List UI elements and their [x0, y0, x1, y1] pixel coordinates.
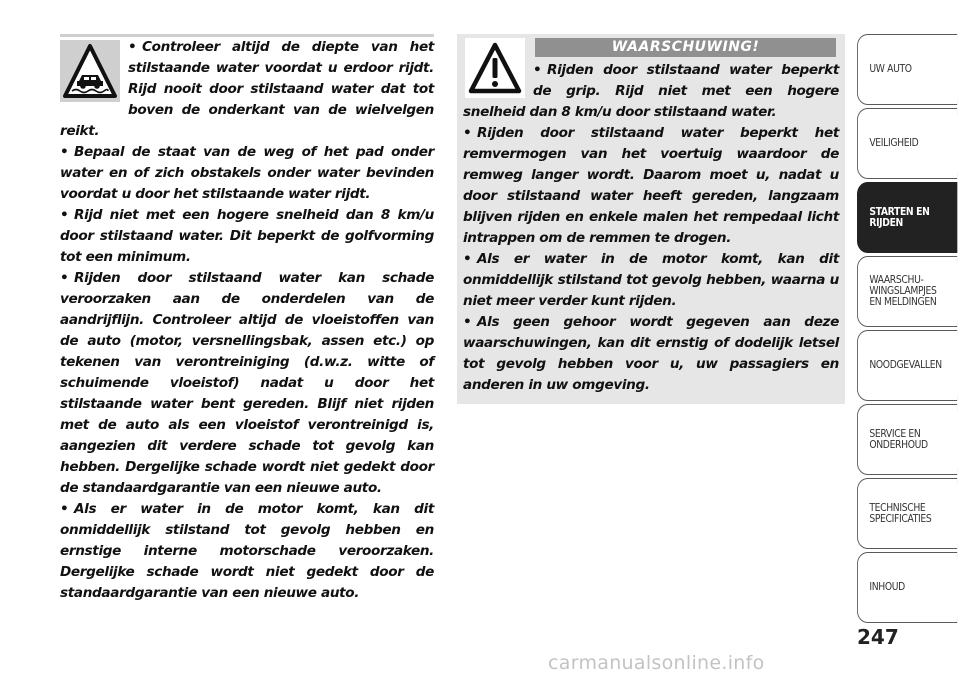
- warning-paragraph: • Als geen gehoor wordt gegeven aan deze waarschuwingen, kan dit ernstig of dodelijk letsel tot gevolg hebben voor u, uw passagiers en anderen in uw omgeving.: [463, 314, 839, 393]
- watermark: carmanualsonline.info: [548, 652, 765, 674]
- left-paragraph: • Rijden door stilstaand water kan schade veroorzaken aan de onderdelen van de aandrijflijn. Controleer altijd de vloeistoffen van de auto (motor, versnellingsbak, assen etc.) op tekenen van verontreiniging (d.w.z. witte of schuimende vloeistof) nadat u door het stilstaande water bent gereden. Blijf niet rijden met de auto als een vloeistof verontreinigd is, aangezien dit verdere schade tot gevolg kan hebben. Dergelijke schade wordt niet gedekt door de standaardgarantie van een nieuwe auto.: [60, 270, 434, 496]
- page-number: 247: [857, 625, 899, 649]
- bullet: •: [60, 270, 69, 286]
- tab-technische-specificaties[interactable]: TECHNISCHE SPECIFICATIES: [857, 478, 957, 549]
- chapter-tabs: [857, 34, 960, 626]
- bullet: •: [463, 251, 472, 267]
- warning-paragraph: • Als er water in de motor komt, kan dit onmiddellijk stilstand tot gevolg hebben, waarna u niet meer verder kunt rijden.: [463, 251, 839, 309]
- warning-title: WAARSCHUWING!: [535, 38, 836, 57]
- bullet: •: [128, 39, 137, 55]
- bullet: •: [463, 314, 472, 330]
- left-paragraph: • Rijd niet met een hogere snelheid dan 8 km/u door stilstaand water. Dit beperkt de golfvorming tot een minimum.: [60, 207, 434, 265]
- tab-inhoud[interactable]: INHOUD: [857, 552, 957, 623]
- bullet: •: [60, 207, 69, 223]
- tab-uw-auto[interactable]: UW AUTO: [857, 34, 957, 105]
- tab-starten-en-rijden[interactable]: STARTEN EN RIJDEN: [857, 182, 957, 253]
- bullet: •: [533, 62, 542, 78]
- left-paragraph: • Als er water in de motor komt, kan dit onmiddellijk stilstand tot gevolg hebben en ernstige interne motorschade veroorzaken. Dergelijke schade wordt niet gedekt door de standaardgarantie van een nieuwe auto.: [60, 501, 434, 601]
- warning-text: [463, 38, 839, 396]
- left-paragraph: • Controleer altijd de diepte van het stilstaande water voordat u erdoor rijdt. Rijd nooit door stilstaand water dat tot boven de onderkant van de wielvelgen reikt.: [60, 39, 434, 139]
- bullet: •: [463, 125, 472, 141]
- exclamation-triangle-icon: [463, 38, 527, 100]
- left-column: [60, 34, 434, 604]
- car-water-warning-icon: [60, 40, 120, 102]
- tab-noodgevallen[interactable]: NOODGEVALLEN: [857, 330, 957, 401]
- top-rule: [60, 34, 434, 37]
- left-paragraph: • Bepaal de staat van de weg of het pad onder water en of zich obstakels onder water bevinden voordat u door het stilstaande water rijdt.: [60, 144, 434, 202]
- bullet: •: [60, 144, 69, 160]
- warning-paragraph: • Rijden door stilstaand water beperkt het remvermogen van het voertuig waardoor de remweg langer wordt. Daarom moet u, nadat u door stilstaand water heeft gereden, langzaam blijven rijden en enkele malen het rempedaal licht intrappen om de remmen te drogen.: [463, 125, 839, 246]
- bullet: •: [60, 501, 69, 517]
- warning-box: [457, 34, 845, 404]
- tab-veiligheid[interactable]: VEILIGHEID: [857, 108, 957, 179]
- tab-service-en-onderhoud[interactable]: SERVICE EN ONDERHOUD: [857, 404, 957, 475]
- left-column-text: [60, 34, 434, 604]
- tab-waarschuwingslampjes[interactable]: WAARSCHU- WINGSLAMPJES EN MELDINGEN: [857, 256, 957, 327]
- warning-paragraph: • Rijden door stilstaand water beperkt de grip. Rijd niet met een hogere snelheid dan 8 km/u door stilstaand water.: [463, 62, 839, 120]
